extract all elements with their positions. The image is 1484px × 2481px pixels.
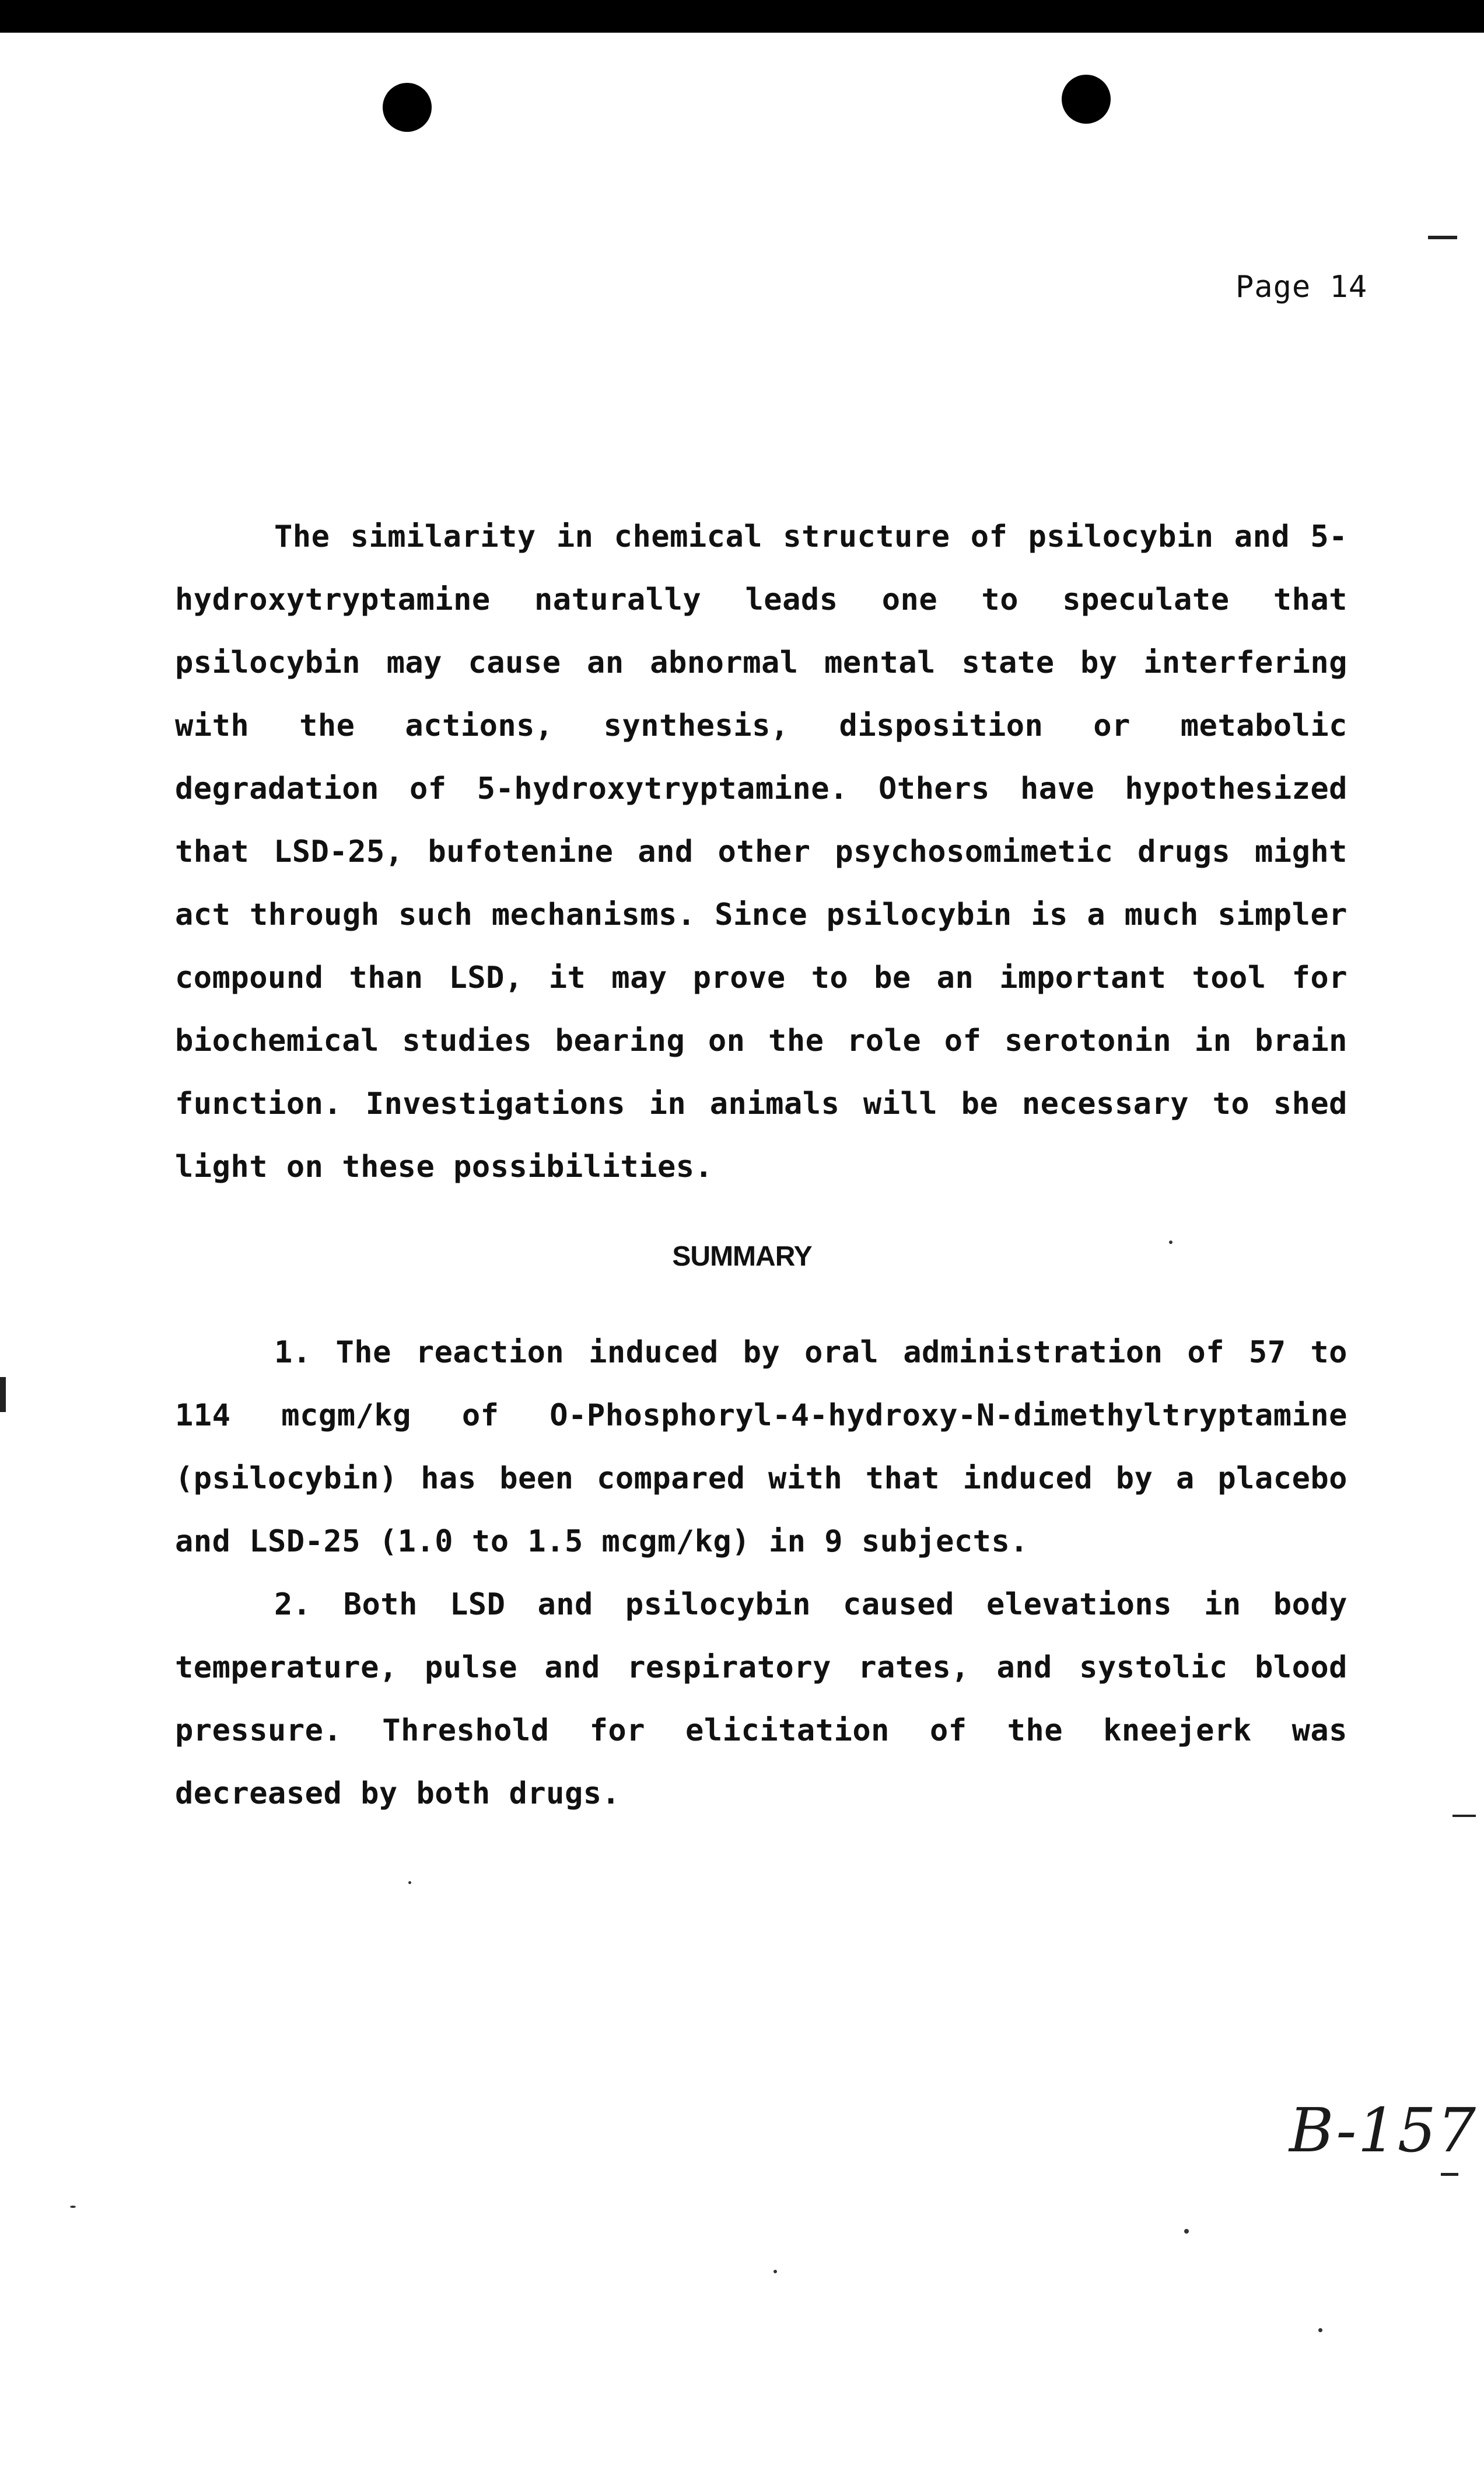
scan-speck [1169,1240,1172,1244]
summary-list [175,1321,1348,1825]
scan-speck [1318,2328,1322,2332]
scan-edge-mark [1452,1815,1476,1817]
scan-speck [70,2206,76,2208]
page-number: Page 14 [1236,270,1368,305]
scan-speck [408,1881,411,1884]
intro-paragraph-block [175,505,1348,1198]
scan-top-border [0,0,1484,33]
scan-speck [1184,2229,1189,2234]
summary-item-1: 1. The reaction induced by oral administration of 57 to 114 mcgm/kg of O-Phosphoryl-4-hydroxy-N-dimethyltryptamine (psilocybin) has been compared with that induced by a placebo and LSD-25 (1.0 to 1.5 mcgm/kg) in 9 subjects. [175,1335,1348,1559]
scan-edge-mark [0,1377,6,1412]
punch-hole-left [383,83,432,132]
scan-edge-mark [1441,2173,1458,2176]
summary-item-2: 2. Both LSD and psilocybin caused elevations in body temperature, pulse and respiratory rates, and systolic blood pressure. Threshold for elicitation of the kneejerk was decreased by both drugs. [175,1587,1348,1811]
summary-heading: SUMMARY [672,1241,812,1272]
scan-edge-mark [1428,236,1457,239]
intro-paragraph: The similarity in chemical structure of psilocybin and 5-hydroxytryptamine naturally leads one to speculate that psilocybin may cause an abnormal mental state by interfering with the actions, synthesis, disposition or metabolic degradation of 5-hydroxytryptamine. Others have hypothesized that LSD-25, bufotenine and other psychosomimetic drugs might act through such mechanisms. Since psilocybin is a much simpler compound than LSD, it may prove to be an important tool for biochemical studies bearing on the role of serotonin in brain function. Investigations in animals will be necessary to shed light on these possibilities. [175,519,1348,1184]
punch-hole-right [1062,75,1111,124]
scan-speck [774,2270,777,2273]
handwritten-annotation: B-157 [1289,2095,1477,2166]
